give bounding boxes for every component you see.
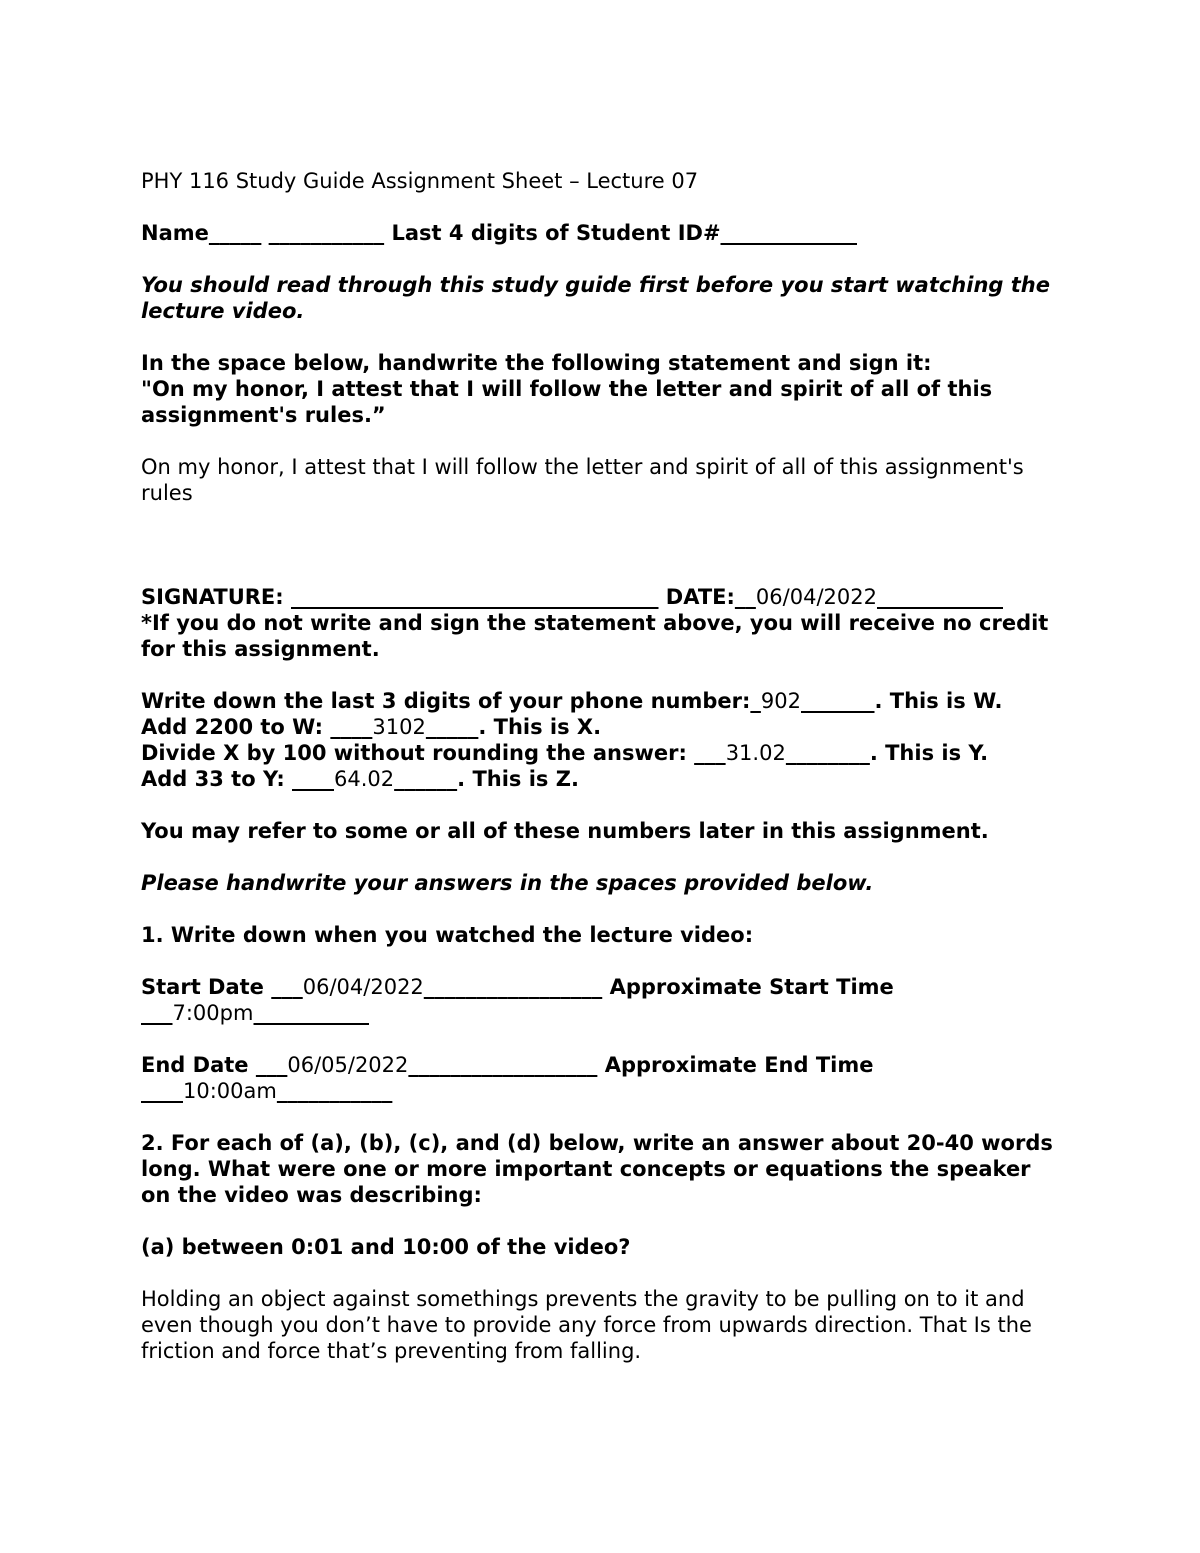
name-field[interactable]: Name_____ ___________ — [141, 221, 385, 245]
start-time-label: _________________ Approximate Start Time — [423, 975, 894, 999]
refer-note: You may refer to some or all of these numbers later in this assignment. — [141, 819, 989, 843]
start-time-value[interactable]: 7:00pm — [172, 1001, 254, 1025]
date-tail: ____________ — [876, 585, 1003, 609]
w-prompt: Write down the last 3 digits of your phone number:_ — [141, 689, 761, 713]
end-time-value[interactable]: 10:00am — [183, 1079, 277, 1103]
honor-prompt: In the space below, handwrite the following statement and sign it: — [141, 351, 932, 375]
end-date-line — [141, 1052, 1061, 1078]
read-instruction: You should read through this study guide first before you start watching the lecture video. — [141, 273, 1050, 323]
w-line — [141, 688, 1061, 714]
numbers-block — [141, 688, 1061, 792]
x-suffix: _____. This is X. — [425, 715, 602, 739]
date-label: DATE:__ — [658, 585, 756, 609]
honor-statement: "On my honor, I attest that I will follow the letter and spirit of all of this assignment's rules.” — [141, 377, 993, 427]
y-suffix: ________. This is Y. — [785, 741, 989, 765]
credit-warning: *If you do not write and sign the statement above, you will receive no credit for this assignment. — [141, 611, 1049, 661]
end-time-tail: ___________ — [276, 1079, 393, 1103]
document-title: PHY 116 Study Guide Assignment Sheet – Lecture 07 — [141, 169, 699, 193]
z-value[interactable]: 64.02 — [334, 767, 395, 791]
x-value[interactable]: 3102 — [372, 715, 426, 739]
q1-end-block — [141, 1052, 1061, 1104]
start-time-line — [141, 1000, 1061, 1026]
z-prompt: Add 33 to Y: ____ — [141, 767, 335, 791]
q1-start-block — [141, 974, 1061, 1026]
document-content — [141, 168, 1061, 1390]
end-time-label: __________________ Approximate End Time — [408, 1053, 874, 1077]
start-time-prefix: ___ — [141, 1001, 173, 1025]
start-time-tail: ___________ — [253, 1001, 369, 1025]
name-id-line — [141, 220, 1061, 246]
start-date-line — [141, 974, 1061, 1000]
signature-block — [141, 584, 1061, 662]
z-line — [141, 766, 1061, 792]
start-date-value[interactable]: 06/04/2022 — [302, 975, 424, 999]
q1-prompt: 1. Write down when you watched the lecture video: — [141, 923, 754, 947]
q2-prompt: 2. For each of (a), (b), (c), and (d) below, write an answer about 20-40 words long. What were one or more important concepts or equations the speaker on the video was describing: — [141, 1131, 1053, 1207]
y-value[interactable]: 31.02 — [725, 741, 786, 765]
q2-a-label: (a) between 0:01 and 10:00 of the video? — [141, 1235, 631, 1259]
y-prompt: Divide X by 100 without rounding the answer: ___ — [141, 741, 726, 765]
end-time-line — [141, 1078, 1061, 1104]
handwrite-note: Please handwrite your answers in the spaces provided below. — [141, 871, 874, 895]
w-suffix: _______. This is W. — [800, 689, 1003, 713]
end-date-label: End Date ___ — [141, 1053, 288, 1077]
signature-field[interactable]: SIGNATURE: ___________________________________ — [141, 585, 659, 609]
y-line — [141, 740, 1061, 766]
honor-response: On my honor, I attest that I will follow the letter and spirit of all of this assignment's rules — [141, 455, 1024, 505]
signature-date-line — [141, 584, 1061, 610]
z-suffix: ______. This is Z. — [394, 767, 579, 791]
student-id-field[interactable]: Last 4 digits of Student ID#_____________ — [384, 221, 858, 245]
honor-prompt-block — [141, 350, 1061, 428]
x-line — [141, 714, 1061, 740]
end-date-value[interactable]: 06/05/2022 — [287, 1053, 409, 1077]
end-time-prefix: ____ — [141, 1079, 183, 1103]
w-value[interactable]: 902 — [760, 689, 801, 713]
q2-a-answer[interactable]: Holding an object against somethings prevents the gravity to be pulling on to it and even though you don’t have to provide any force from upwards direction. That Is the friction and force that’s preventing from falling. — [141, 1287, 1032, 1363]
x-prompt: Add 2200 to W: ____ — [141, 715, 373, 739]
date-value[interactable]: 06/04/2022 — [755, 585, 877, 609]
start-date-label: Start Date ___ — [141, 975, 303, 999]
